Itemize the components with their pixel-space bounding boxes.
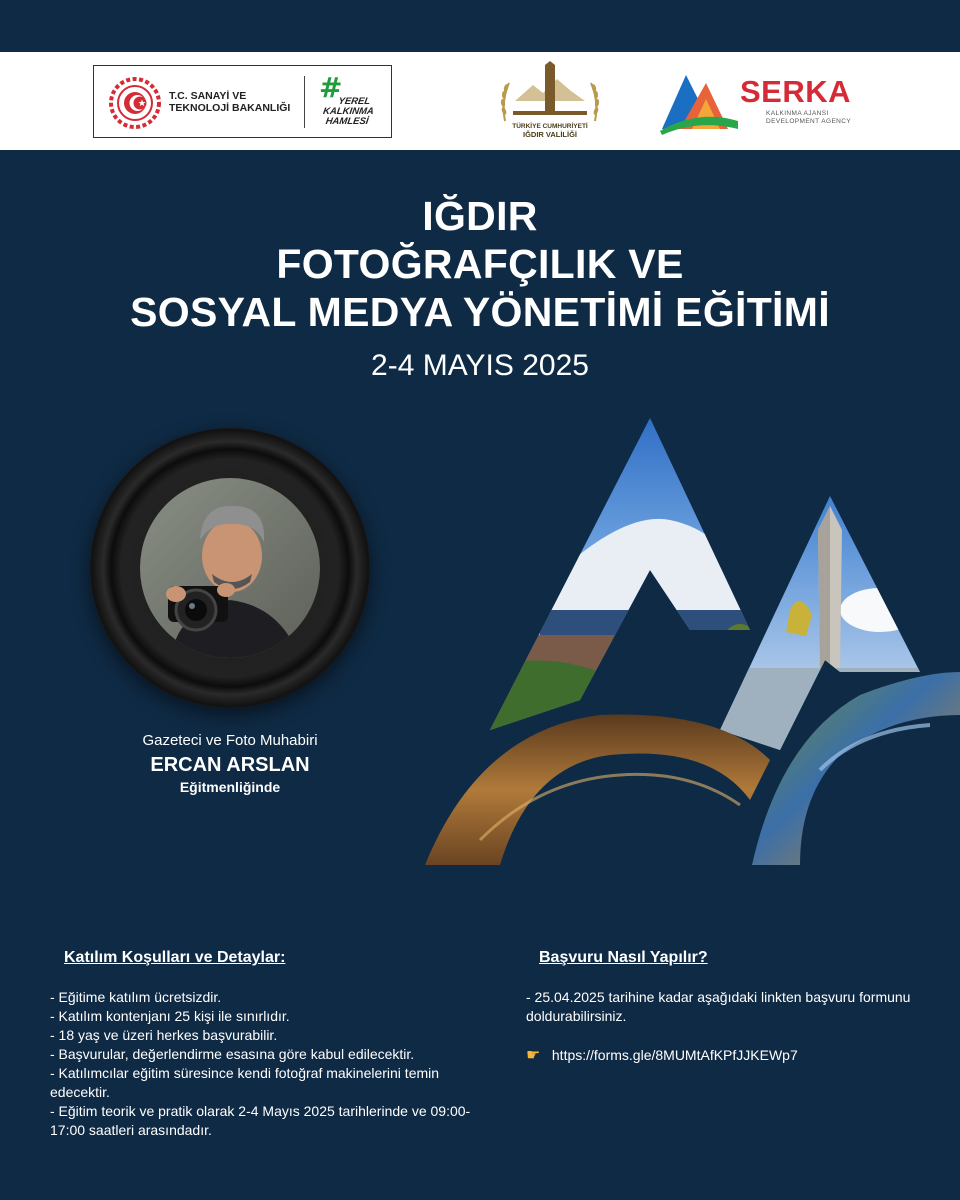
list-item: - Eğitime katılım ücretsizdir. [50, 989, 222, 1005]
serka-name: SERKA [740, 74, 852, 109]
igdir-valiligi-logo [495, 61, 605, 141]
list-item: - Başvurular, değerlendirme esasına göre kabul edilecektir. [50, 1046, 415, 1062]
igdir-photo-collage [420, 410, 960, 870]
apply-link-row [526, 1045, 926, 1065]
event-title [0, 192, 960, 336]
list-item: - Katılım kontenjanı 25 kişi ile sınırlıdır. [50, 1008, 290, 1024]
valilik-text: TÜRKİYE CUMHURİYETİ IĞDIR VALİLİĞİ [512, 123, 588, 139]
ministry-name: T.C. SANAYİ VE TEKNOLOJİ BAKANLIĞI [169, 90, 291, 114]
cave-photo [425, 715, 770, 865]
conditions-title: Katılım Koşulları ve Detaylar: [64, 949, 286, 966]
logo-divider [304, 76, 305, 128]
list-item: - 18 yaş ve üzeri herkes başvurabilir. [50, 1027, 278, 1043]
yerel-kalkinma-logo [319, 72, 381, 132]
ministry-logo [93, 65, 392, 138]
trainer-photo [140, 478, 320, 658]
list-item: - Katılımcılar eğitim süresince kendi fotoğraf makinelerini temin edecektir. [50, 1065, 440, 1100]
serka-mountain-icon [658, 69, 740, 137]
hash-icon: # [319, 71, 343, 104]
title-line-1: IĞDIR [422, 193, 538, 239]
ararat-mountain-photo [480, 410, 760, 740]
event-date: 2-4 MAYIS 2025 [371, 349, 589, 382]
trainer-role: Gazeteci ve Foto Muhabiri [142, 732, 318, 749]
pointing-hand-icon: ☛ [526, 1045, 541, 1064]
title-line-2: FOTOĞRAFÇILIK VE [276, 241, 684, 287]
logo-bar [0, 52, 960, 150]
title-line-3: SOSYAL MEDYA YÖNETİMİ EĞİTİMİ [130, 289, 830, 335]
apply-instructions: - 25.04.2025 tarihine kadar aşağıdaki linkten başvuru formunu doldurabilirsiniz. [526, 989, 911, 1024]
conditions-list [50, 988, 490, 1140]
yerel-kalkinma-text: YEREL KALKINMA HAMLESİ [322, 96, 375, 127]
application-link[interactable]: https://forms.gle/8MUMtAfKPfJJKEWp7 [551, 1047, 798, 1063]
list-item: - Eğitim teorik ve pratik olarak 2-4 Mayıs 2025 tarihlerinde ve 09:00-17:00 saatleri arasındadır. [50, 1103, 471, 1138]
ministry-emblem-icon [109, 77, 161, 129]
serka-subtitle: KALKINMA AJANSI DEVELOPMENT AGENCY [766, 110, 852, 125]
trainer-name: ERCAN ARSLAN [150, 754, 310, 776]
trainer-suffix: Eğitmenliğinde [179, 779, 281, 795]
serka-logo [658, 69, 852, 137]
apply-title: Başvuru Nasıl Yapılır? [539, 949, 708, 966]
camera-lens-frame [90, 428, 370, 708]
